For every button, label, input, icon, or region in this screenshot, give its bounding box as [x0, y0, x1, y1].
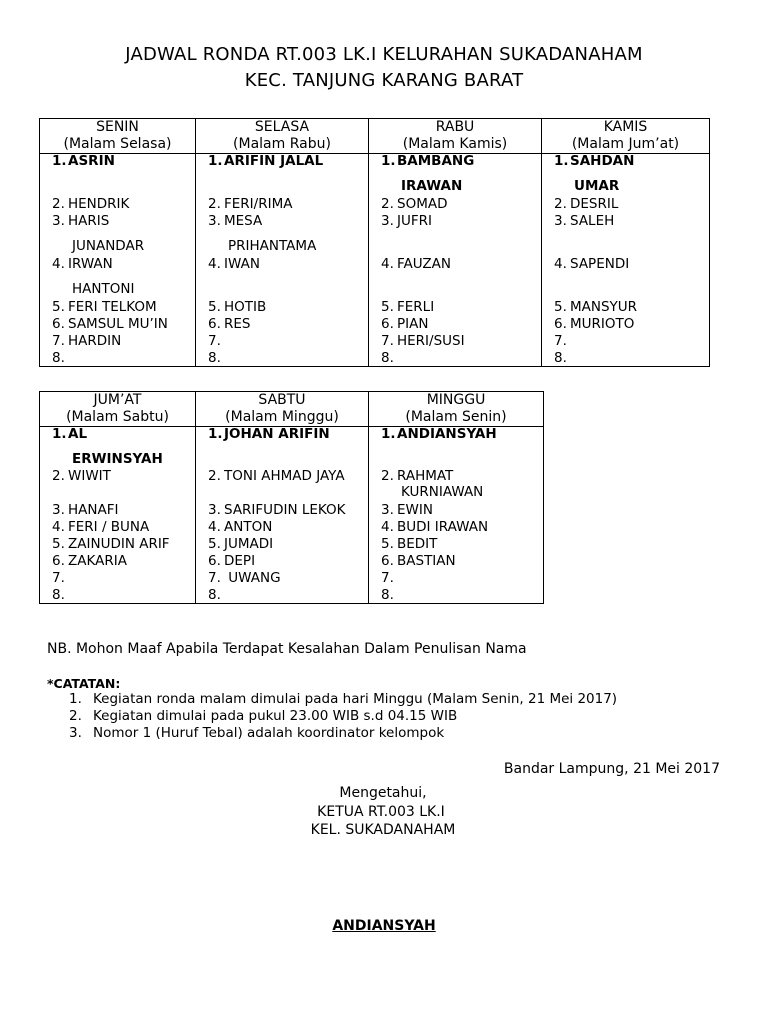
roster-entry: 5. ZAINUDIN ARIF	[52, 536, 170, 552]
roster-entry: 8.	[208, 587, 221, 603]
day-header	[196, 119, 369, 154]
roster-entry: 7.	[208, 333, 221, 349]
roster-entry: 4. IRWAN HANTONI	[52, 256, 135, 297]
roster-entry: 3. HARIS JUNANDAR	[52, 213, 145, 254]
roster-entry: 3. EWIN	[381, 502, 433, 518]
night-name: (Malam Minggu)	[225, 409, 339, 425]
roster-entry: 4. FERI / BUNA	[52, 519, 150, 535]
coordinator-entry: 1.ARIFIN JALAL	[208, 153, 324, 169]
roster-entry: 7. UWANG	[208, 570, 281, 586]
roster-entry: 8.	[381, 587, 394, 603]
schedule-table-weekend	[39, 391, 544, 604]
notes-list	[47, 691, 617, 742]
roster-entry: 6. SAMSUL MU’IN	[52, 316, 168, 332]
roster-entry: 3. SALEH	[554, 213, 615, 229]
roster-entry: 7.	[52, 570, 65, 586]
document-title: JADWAL RONDA RT.003 LK.I KELURAHAN SUKADANAHAM	[125, 44, 643, 65]
roster-entry: 2. DESRIL	[554, 196, 619, 212]
coordinator-entry: 1.ASRIN	[52, 153, 115, 169]
coordinator-entry: 1.AL ERWINSYAH	[52, 426, 163, 467]
roster-entry: 2. WIWIT	[52, 468, 111, 484]
roster-entry: 5. FERI TELKOM	[52, 299, 157, 315]
roster-entry: 2. FERI/RIMA	[208, 196, 293, 212]
coordinator-entry: 1.JOHAN ARIFIN	[208, 426, 330, 442]
night-name: (Malam Kamis)	[402, 136, 508, 152]
roster-entry: 3. HANAFI	[52, 502, 119, 518]
day-roster	[40, 427, 196, 604]
document-subtitle: KEC. TANJUNG KARANG BARAT	[244, 70, 524, 91]
roster-entry: 8.	[52, 350, 65, 366]
night-name: (Malam Selasa)	[63, 136, 172, 152]
note-item: 3. Nomor 1 (Huruf Tebal) adalah koordinator kelompok	[69, 725, 445, 741]
coordinator-entry: 1.SAHDAN UMAR	[554, 153, 635, 194]
day-header	[369, 392, 544, 427]
day-name: SABTU	[258, 392, 306, 408]
day-name: JUM’AT	[93, 392, 142, 408]
roster-entry: 8.	[52, 587, 65, 603]
acknowledged-label: Mengetahui,	[339, 785, 427, 801]
day-name: RABU	[435, 119, 475, 135]
roster-entry: 5. HOTIB	[208, 299, 267, 315]
roster-entry: 3. SARIFUDIN LEKOK	[208, 502, 346, 518]
day-name: MINGGU	[426, 392, 486, 408]
notes-heading: *CATATAN:	[47, 676, 121, 691]
day-name: SELASA	[254, 119, 310, 135]
day-roster	[542, 154, 710, 367]
roster-entry: 7. HERI/SUSI	[381, 333, 465, 349]
roster-entry: 6. BASTIAN	[381, 553, 456, 569]
day-roster	[369, 154, 542, 367]
roster-entry: 3. JUFRI	[381, 213, 432, 229]
place-date: Bandar Lampung, 21 Mei 2017	[503, 761, 720, 777]
coordinator-entry: 1.ANDIANSYAH	[381, 426, 497, 442]
roster-entry: 6. ZAKARIA	[52, 553, 127, 569]
roster-entry: 7. HARDIN	[52, 333, 122, 349]
roster-entry: 8.	[208, 350, 221, 366]
roster-entry: 8.	[554, 350, 567, 366]
roster-entry: 8.	[381, 350, 394, 366]
roster-entry: 2. RAHMAT KURNIAWAN	[381, 468, 484, 500]
night-name: (Malam Sabtu)	[66, 409, 169, 425]
roster-entry: 4. FAUZAN	[381, 256, 451, 272]
day-roster	[40, 154, 196, 367]
roster-entry: 4. SAPENDI	[554, 256, 630, 272]
roster-entry: 7.	[381, 570, 394, 586]
night-name: (Malam Jum’at)	[571, 136, 680, 152]
roster-entry: 6. DEPI	[208, 553, 256, 569]
schedule-table-weekdays	[39, 118, 710, 367]
day-header	[369, 119, 542, 154]
roster-entry: 2. TONI AHMAD JAYA	[208, 468, 345, 484]
roster-entry: 5. JUMADI	[208, 536, 274, 552]
apology-note: NB. Mohon Maaf Apabila Terdapat Kesalahan Dalam Penulisan Nama	[47, 641, 527, 657]
signer-position: KETUA RT.003 LK.I	[317, 804, 445, 820]
signer-office: KEL. SUKADANAHAM	[310, 822, 456, 838]
roster-entry: 4. BUDI IRAWAN	[381, 519, 489, 535]
day-name: SENIN	[96, 119, 139, 135]
day-header	[196, 392, 369, 427]
day-header	[40, 119, 196, 154]
roster-entry: 4. ANTON	[208, 519, 273, 535]
signer-name: ANDIANSYAH	[332, 918, 436, 934]
day-name: KAMIS	[603, 119, 648, 135]
roster-entry: 3. MESA PRIHANTAMA	[208, 213, 317, 254]
roster-entry: 6. MURIOTO	[554, 316, 635, 332]
roster-entry: 6. RES	[208, 316, 251, 332]
roster-entry: 6. PIAN	[381, 316, 429, 332]
coordinator-entry: 1.BAMBANG IRAWAN	[381, 153, 475, 194]
day-roster	[196, 154, 369, 367]
note-item: 2. Kegiatan dimulai pada pukul 23.00 WIB s.d 04.15 WIB	[69, 708, 458, 724]
roster-entry: 2. HENDRIK	[52, 196, 130, 212]
roster-entry: 5. BEDIT	[381, 536, 438, 552]
roster-entry: 2. SOMAD	[381, 196, 448, 212]
roster-entry: 5. FERLI	[381, 299, 435, 315]
roster-entry: 5. MANSYUR	[554, 299, 638, 315]
day-header	[542, 119, 710, 154]
day-header	[40, 392, 196, 427]
day-roster	[196, 427, 369, 604]
day-roster	[369, 427, 544, 604]
roster-entry: 7.	[554, 333, 567, 349]
night-name: (Malam Senin)	[405, 409, 507, 425]
night-name: (Malam Rabu)	[233, 136, 331, 152]
roster-entry: 4. IWAN	[208, 256, 260, 272]
note-item: 1. Kegiatan ronda malam dimulai pada hari Minggu (Malam Senin, 21 Mei 2017)	[69, 691, 618, 707]
